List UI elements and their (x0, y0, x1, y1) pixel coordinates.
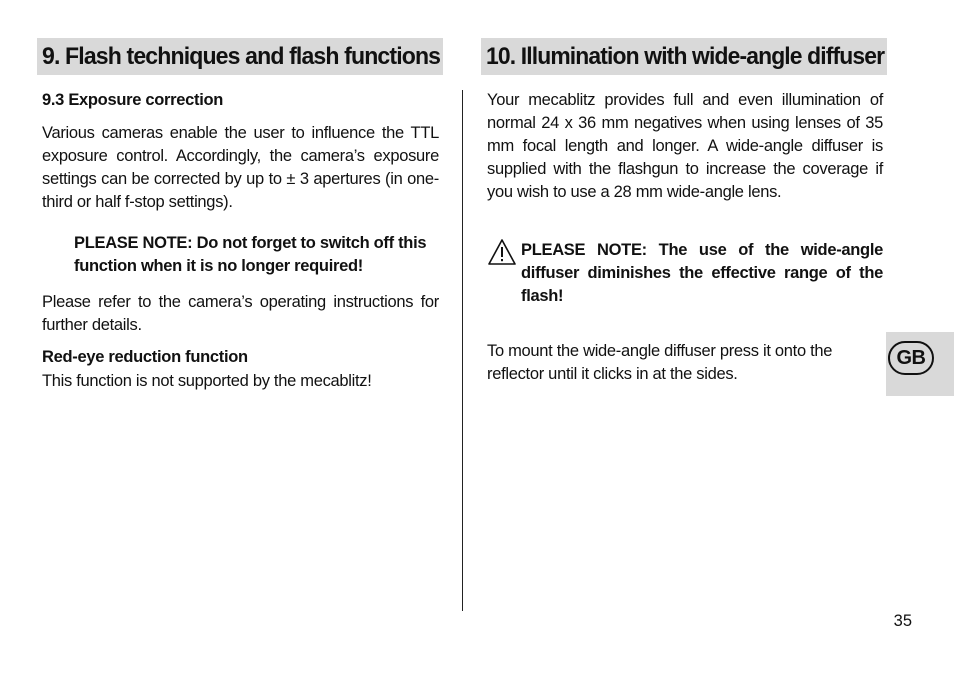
page-number: 35 (893, 612, 912, 630)
language-badge: GB (888, 341, 934, 375)
exposure-correction-title: 9.3 Exposure correction (42, 91, 224, 109)
diffuser-warning-text: PLEASE NOTE: The use of the wide-angle diffuser diminishes the effective range of the flash! (521, 241, 883, 305)
section-9-heading (37, 38, 443, 75)
red-eye-subheading: Red-eye reduction function (42, 348, 248, 366)
warning-triangle-icon (487, 236, 521, 273)
section-10-heading (481, 38, 887, 75)
section-10-heading-text: 10. Illumination with wide-angle diffuser (486, 43, 885, 70)
exposure-correction-text: Various cameras enable the user to influence the TTL exposure control. Accordingly, the camera’s exposure settings can be corrected by up to ± 3 apertures (in one-third or half f-stop settings). (42, 124, 439, 211)
red-eye-text: This function is not supported by the mecablitz! (42, 372, 372, 390)
right-column (487, 89, 883, 386)
mounting-instructions-text: To mount the wide-angle diffuser press it onto the reflector until it clicks in at the sides. (487, 342, 833, 383)
column-divider (462, 90, 463, 611)
switch-off-note: PLEASE NOTE: Do not forget to switch off this function when it is no longer required! (74, 234, 427, 275)
illumination-text: Your mecablitz provides full and even illumination of normal 24 x 36 mm negatives when using lenses of 35 mm focal length and longer. A wide-angle diffuser is supplied with the flashgun to increase the coverage if you wish to use a 28 mm wide-angle lens. (487, 91, 883, 201)
diffuser-warning (487, 236, 883, 308)
operating-instructions-text: Please refer to the camera’s operating instructions for further details. (42, 293, 439, 334)
section-9-heading-text: 9. Flash techniques and flash functions (42, 43, 441, 70)
left-column (42, 89, 439, 393)
